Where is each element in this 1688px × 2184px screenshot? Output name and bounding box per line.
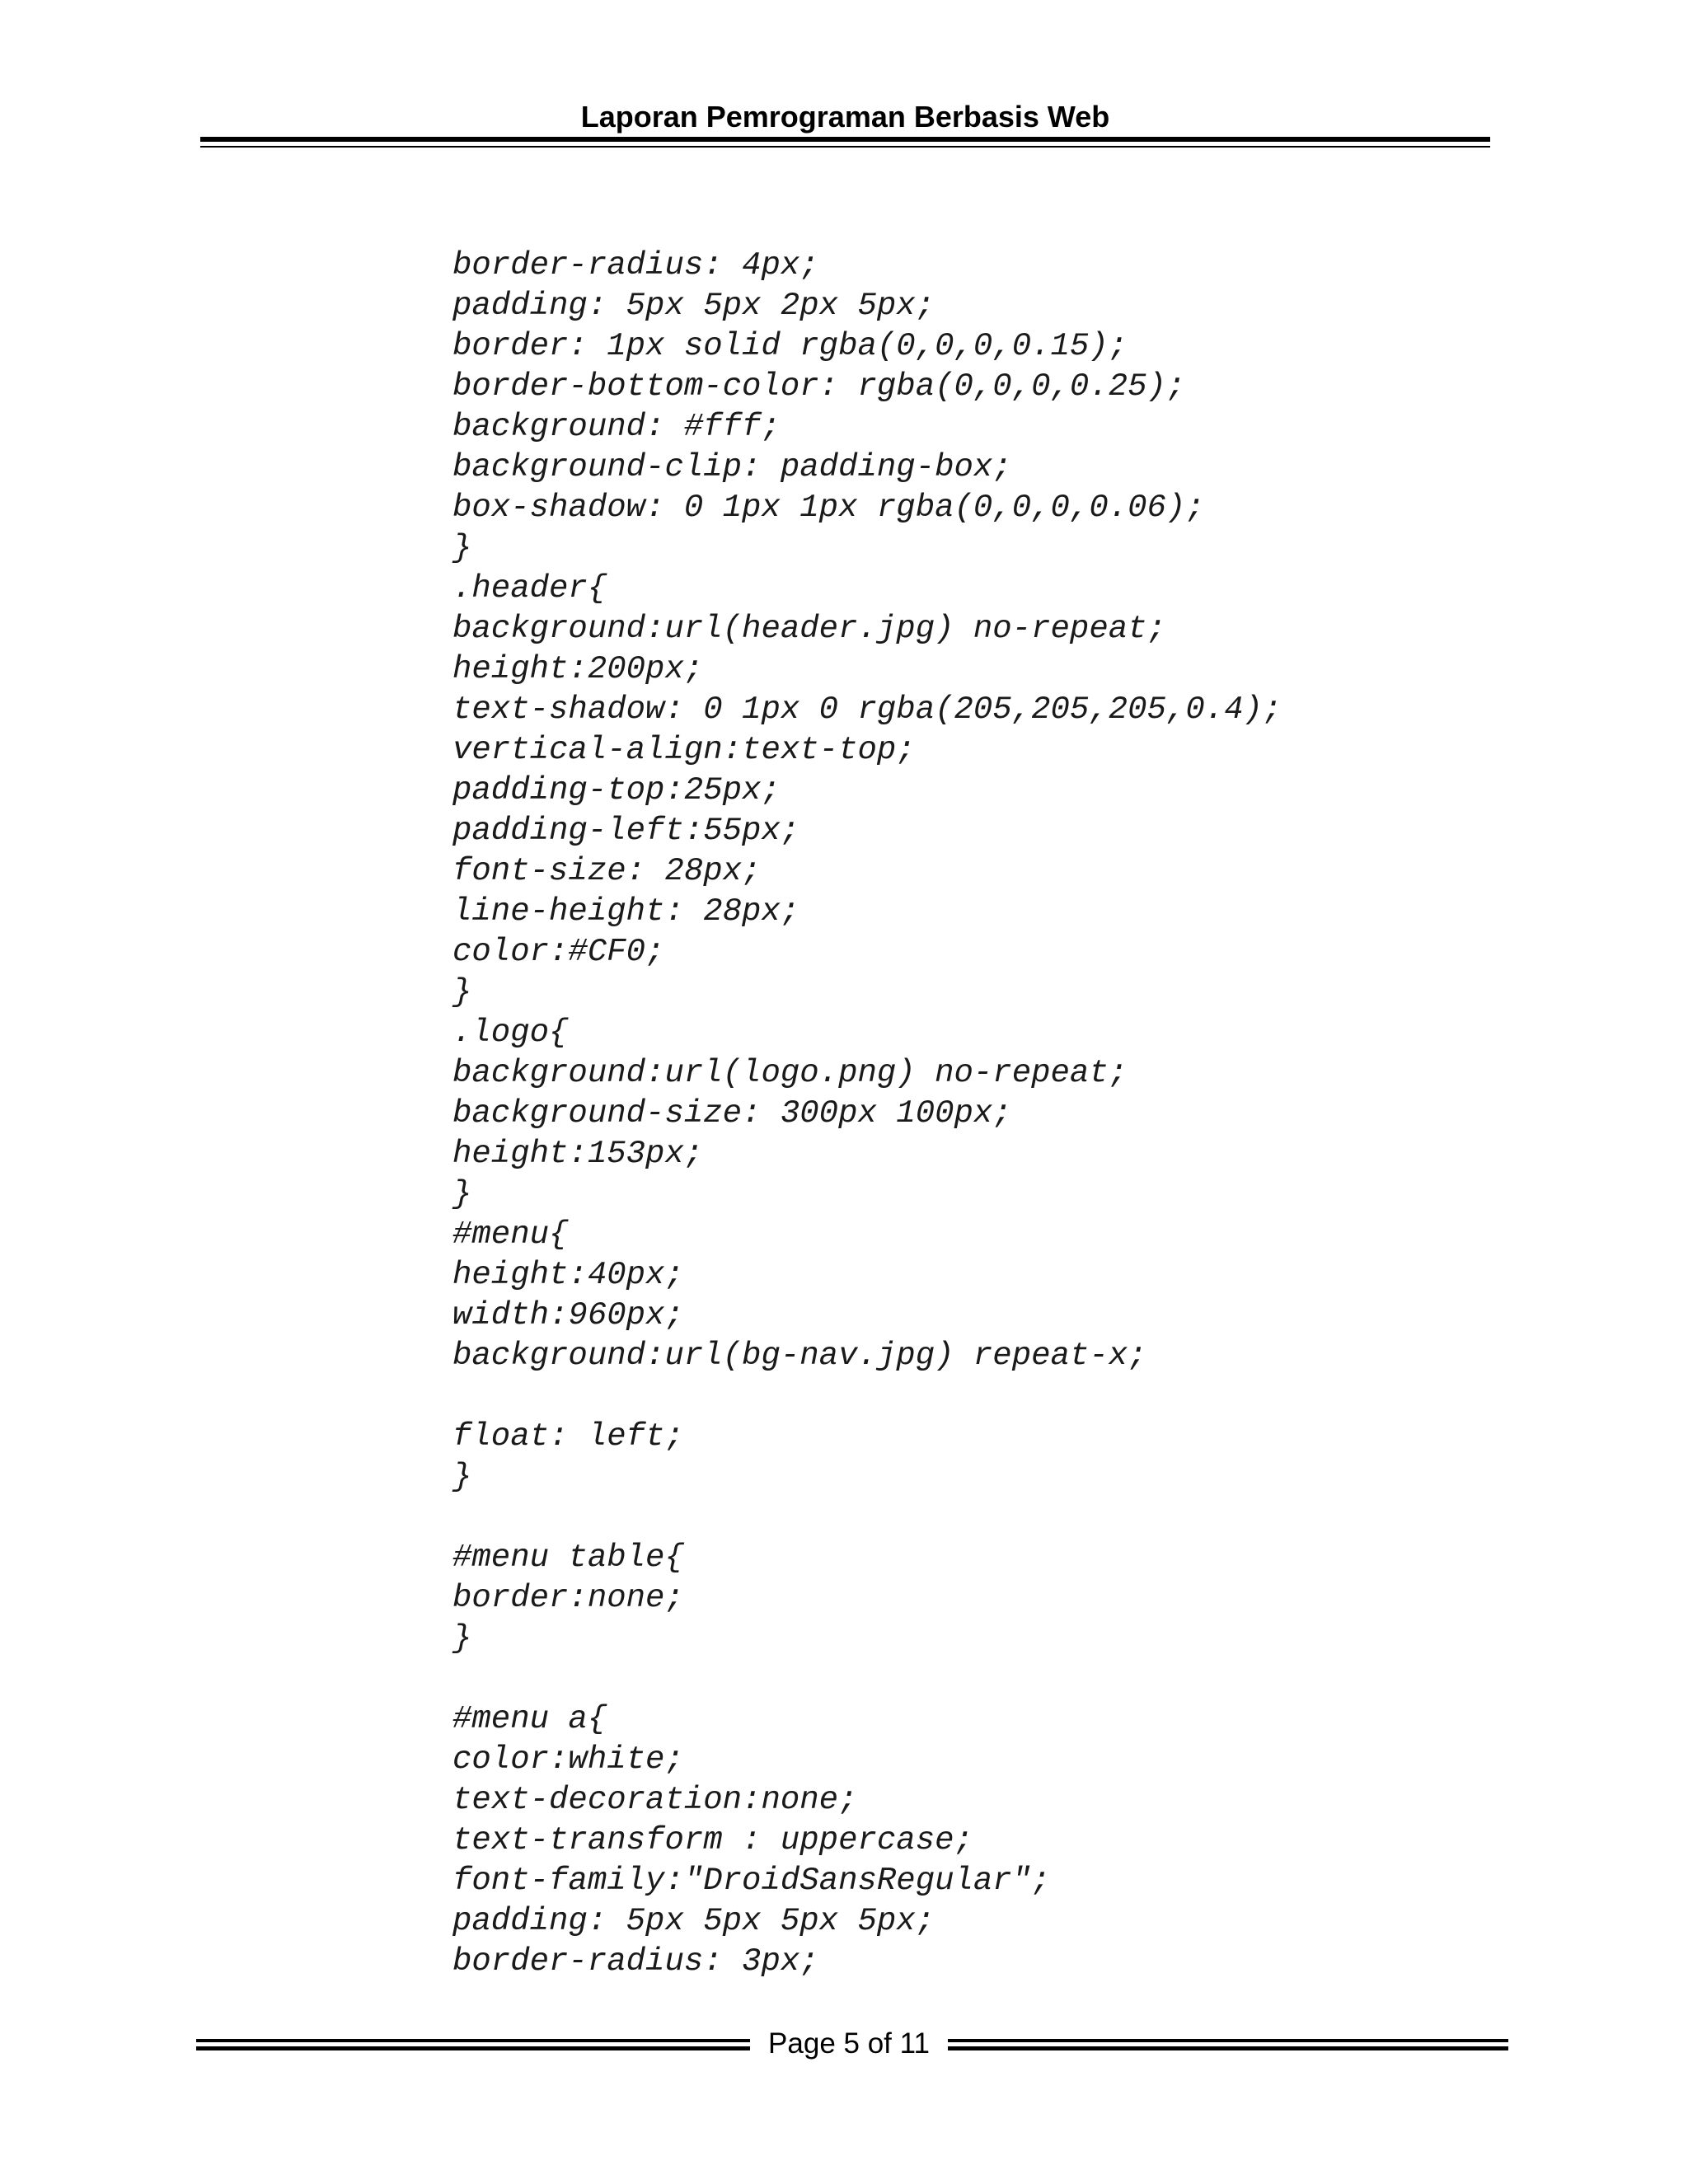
code-line: border:none;	[452, 1580, 684, 1616]
footer-rule-right	[948, 2039, 1508, 2050]
code-line: color:white;	[452, 1741, 684, 1778]
code-line: text-shadow: 0 1px 0 rgba(205,205,205,0.4);	[452, 691, 1282, 728]
code-line: padding-top:25px;	[452, 772, 781, 808]
code-line: #menu table{	[452, 1540, 684, 1576]
code-line: box-shadow: 0 1px 1px rgba(0,0,0,0.06);	[452, 490, 1205, 526]
code-line: border-bottom-color: rgba(0,0,0,0.25);	[452, 368, 1186, 405]
code-line: border-radius: 4px;	[452, 247, 819, 284]
code-line: .header{	[452, 570, 607, 607]
header-double-rule	[200, 137, 1490, 148]
code-line: float: left;	[452, 1418, 684, 1455]
code-line: background-clip: padding-box;	[452, 449, 1012, 485]
code-line: border: 1px solid rgba(0,0,0,0.15);	[452, 328, 1128, 364]
code-line: text-transform : uppercase;	[452, 1822, 973, 1858]
code-line: padding: 5px 5px 5px 5px;	[452, 1903, 935, 1939]
code-line: border-radius: 3px;	[452, 1943, 819, 1980]
code-line: }	[452, 1620, 472, 1657]
code-line	[452, 1497, 1282, 1538]
code-line: }	[452, 1176, 472, 1212]
code-line: background: #fff;	[452, 409, 781, 445]
code-line: }	[452, 530, 472, 566]
code-line: background-size: 300px 100px;	[452, 1095, 1012, 1132]
code-line: color:#CF0;	[452, 934, 665, 970]
code-line: font-family:"DroidSansRegular";	[452, 1863, 1051, 1899]
code-listing	[452, 246, 1282, 1982]
code-line: #menu a{	[452, 1701, 607, 1737]
code-line: }	[452, 974, 472, 1010]
code-line: width:960px;	[452, 1297, 684, 1333]
code-line: height:153px;	[452, 1136, 704, 1172]
code-line: }	[452, 1459, 472, 1495]
code-line: vertical-align:text-top;	[452, 732, 916, 768]
code-line: background:url(logo.png) no-repeat;	[452, 1055, 1128, 1091]
code-line: padding-left:55px;	[452, 813, 800, 849]
footer-rule-left	[196, 2039, 750, 2050]
code-line: #menu{	[452, 1216, 569, 1253]
code-line	[452, 1659, 1282, 1699]
code-line: padding: 5px 5px 2px 5px;	[452, 288, 935, 324]
code-line: height:200px;	[452, 651, 704, 687]
code-line: line-height: 28px;	[452, 893, 800, 930]
code-line: background:url(header.jpg) no-repeat;	[452, 611, 1166, 647]
code-line	[452, 1376, 1282, 1417]
page-header-title: Laporan Pemrograman Berbasis Web	[580, 100, 1110, 134]
code-line: font-size: 28px;	[452, 853, 762, 889]
code-line: text-decoration:none;	[452, 1782, 858, 1818]
code-line: background:url(bg-nav.jpg) repeat-x;	[452, 1338, 1147, 1374]
page-number: Page 5 of 11	[768, 2027, 930, 2060]
code-line: .logo{	[452, 1015, 569, 1051]
code-line: height:40px;	[452, 1257, 684, 1293]
